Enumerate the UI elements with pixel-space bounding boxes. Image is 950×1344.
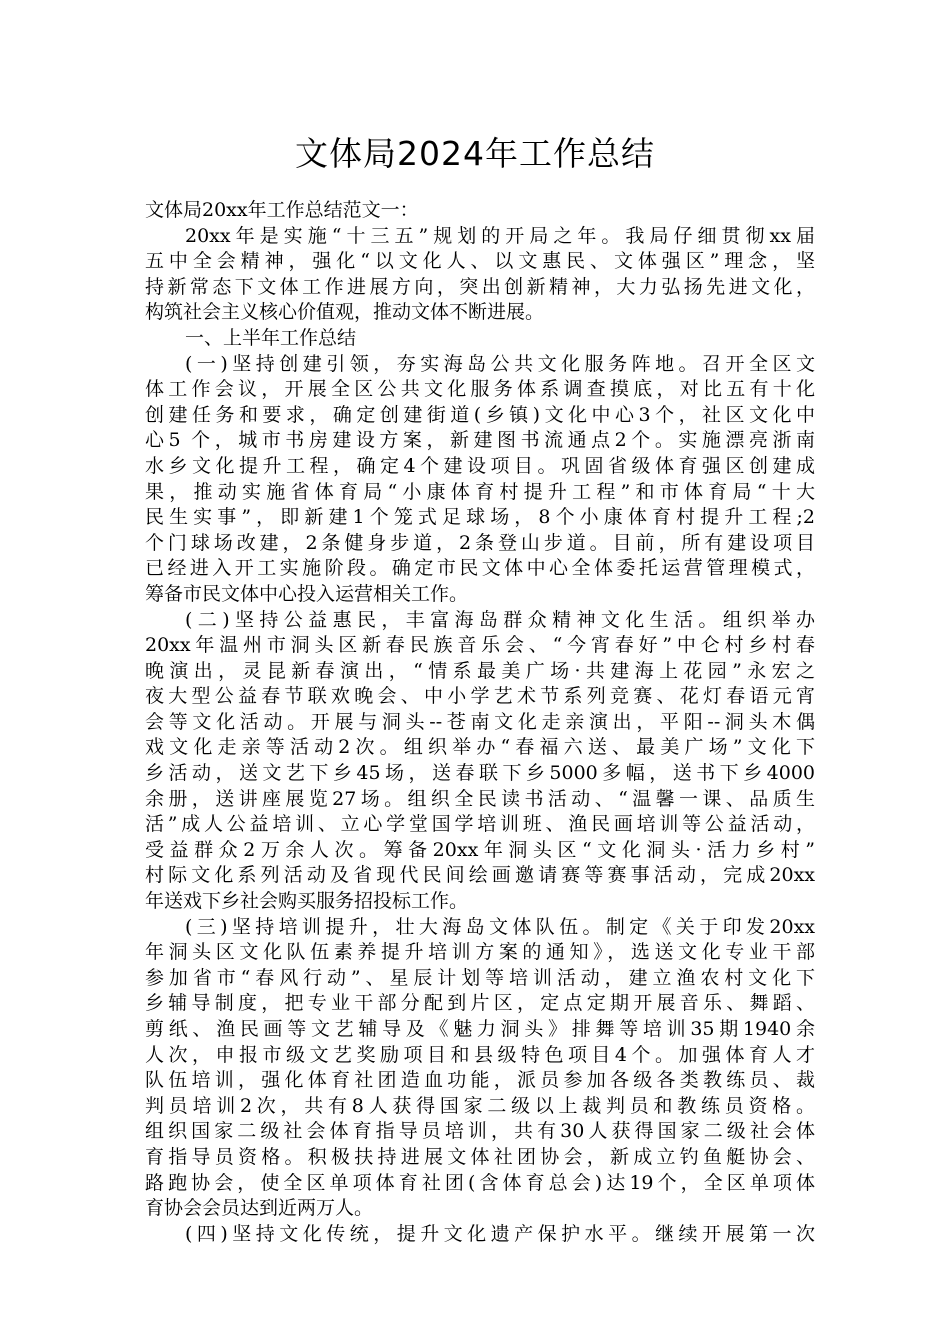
body-line: 路跑协会，使全区单项体育社团(含体育总会)达19个，全区单项体 xyxy=(145,1171,815,1194)
body-line: (四)坚持文化传统，提升文化遗产保护水平。继续开展第一次 xyxy=(185,1222,815,1245)
body-line: 受益群众2万余人次。筹备20xx年洞头区“文化洞头·活力乡村” xyxy=(145,838,815,861)
body-line: 活”成人公益培训、立心学堂国学培训班、渔民画培训等公益活动， xyxy=(145,813,815,836)
body-line: 村际文化系列活动及省现代民间绘画邀请赛等赛事活动，完成20xx xyxy=(145,864,815,887)
body-line: 个门球场改建，2条健身步道，2条登山步道。目前，所有建设项目 xyxy=(145,531,815,554)
body-line: 水乡文化提升工程，确定4个建设项目。巩固省级体育强区创建成 xyxy=(145,454,815,477)
body-line: 筹备市民文体中心投入运营相关工作。 xyxy=(145,582,469,605)
body-line: 余册，送讲座展览27场。组织全民读书活动、“温馨一课、品质生 xyxy=(145,787,815,810)
body-line: 队伍培训，强化体育社团造血功能，派员参加各级各类教练员、裁 xyxy=(145,1069,815,1092)
body-line: 年洞头区文化队伍素养提升培训方案的通知》，选送文化专业干部 xyxy=(145,941,815,964)
body-line: 判员培训2次，共有8人获得国家二级以上裁判员和教练员资格。 xyxy=(145,1094,815,1117)
body-line: 20xx年是实施“十三五”规划的开局之年。我局仔细贯彻xx届 xyxy=(185,224,815,247)
body-line: 人次，申报市级文艺奖励项目和县级特色项目4个。加强体育人才 xyxy=(145,1043,815,1066)
body-line: 构筑社会主义核心价值观，推动文体不断进展。 xyxy=(145,301,545,324)
body-line: 已经进入开工实施阶段。确定市民文体中心全体委托运营管理模式， xyxy=(145,557,815,580)
body-line: 民生实事”，即新建1个笼式足球场，8个小康体育村提升工程;2 xyxy=(145,506,815,529)
body-line: 戏文化走亲等活动2次。组织举办“春福六送、最美广场”文化下 xyxy=(145,736,815,759)
body-line: 参加省市“春风行动”、星辰计划等培训活动，建立渔农村文化下 xyxy=(145,966,815,989)
body-line: 乡辅导制度，把专业干部分配到片区，定点定期开展音乐、舞蹈、 xyxy=(145,992,815,1015)
body-line: 年送戏下乡社会购买服务招投标工作。 xyxy=(145,890,469,913)
body-line: (二)坚持公益惠民，丰富海岛群众精神文化生活。组织举办 xyxy=(185,608,815,631)
body-line: 会等文化活动。开展与洞头--苍南文化走亲演出，平阳--洞头木偶 xyxy=(145,710,815,733)
body-line: (三)坚持培训提升，壮大海岛文体队伍。制定《关于印发20xx xyxy=(185,915,815,938)
body-line: 乡活动，送文艺下乡45场，送春联下乡5000多幅，送书下乡4000 xyxy=(145,762,815,785)
body-line: 体工作会议，开展全区公共文化服务体系调查摸底，对比五有十化 xyxy=(145,378,815,401)
body-line: 育协会会员达到近两万人。 xyxy=(145,1197,374,1220)
body-line: 育指导员资格。积极扶持进展文体社团协会，新成立钓鱼艇协会、 xyxy=(145,1145,815,1168)
body-line: 创建任务和要求，确定创建街道(乡镇)文化中心3个，社区文化中 xyxy=(145,403,815,426)
body-line: 夜大型公益春节联欢晚会、中小学艺术节系列竞赛、花灯春语元宵 xyxy=(145,685,815,708)
body-line: 心5 个，城市书房建设方案，新建图书流通点2个。实施漂亮浙南 xyxy=(145,429,815,452)
body-line: 20xx年温州市洞头区新春民族音乐会、“今宵春好”中仑村乡村春 xyxy=(145,634,815,657)
body-line: 剪纸、渔民画等文艺辅导及《魅力洞头》排舞等培训35期1940余 xyxy=(145,1018,815,1040)
body-line: 果，推动实施省体育局“小康体育村提升工程”和市体育局“十大 xyxy=(145,480,815,503)
body-line: 五中全会精神，强化“以文化人、以文惠民、文体强区”理念，坚 xyxy=(145,250,815,273)
body-line: 一、上半年工作总结 xyxy=(185,326,357,349)
body-line: 文体局20xx年工作总结范文一： xyxy=(145,199,419,221)
body-line: 晚演出，灵昆新春演出，“情系最美广场·共建海上花园”永宏之 xyxy=(145,659,815,682)
document-body xyxy=(145,198,815,1247)
page-title: 文体局2024年工作总结 xyxy=(295,134,655,173)
body-line: (一)坚持创建引领，夯实海岛公共文化服务阵地。召开全区文 xyxy=(185,352,815,375)
body-line: 持新常态下文体工作进展方向，突出创新精神，大力弘扬先进文化， xyxy=(145,275,815,298)
body-line: 组织国家二级社会体育指导员培训，共有30人获得国家二级社会体 xyxy=(145,1120,815,1143)
